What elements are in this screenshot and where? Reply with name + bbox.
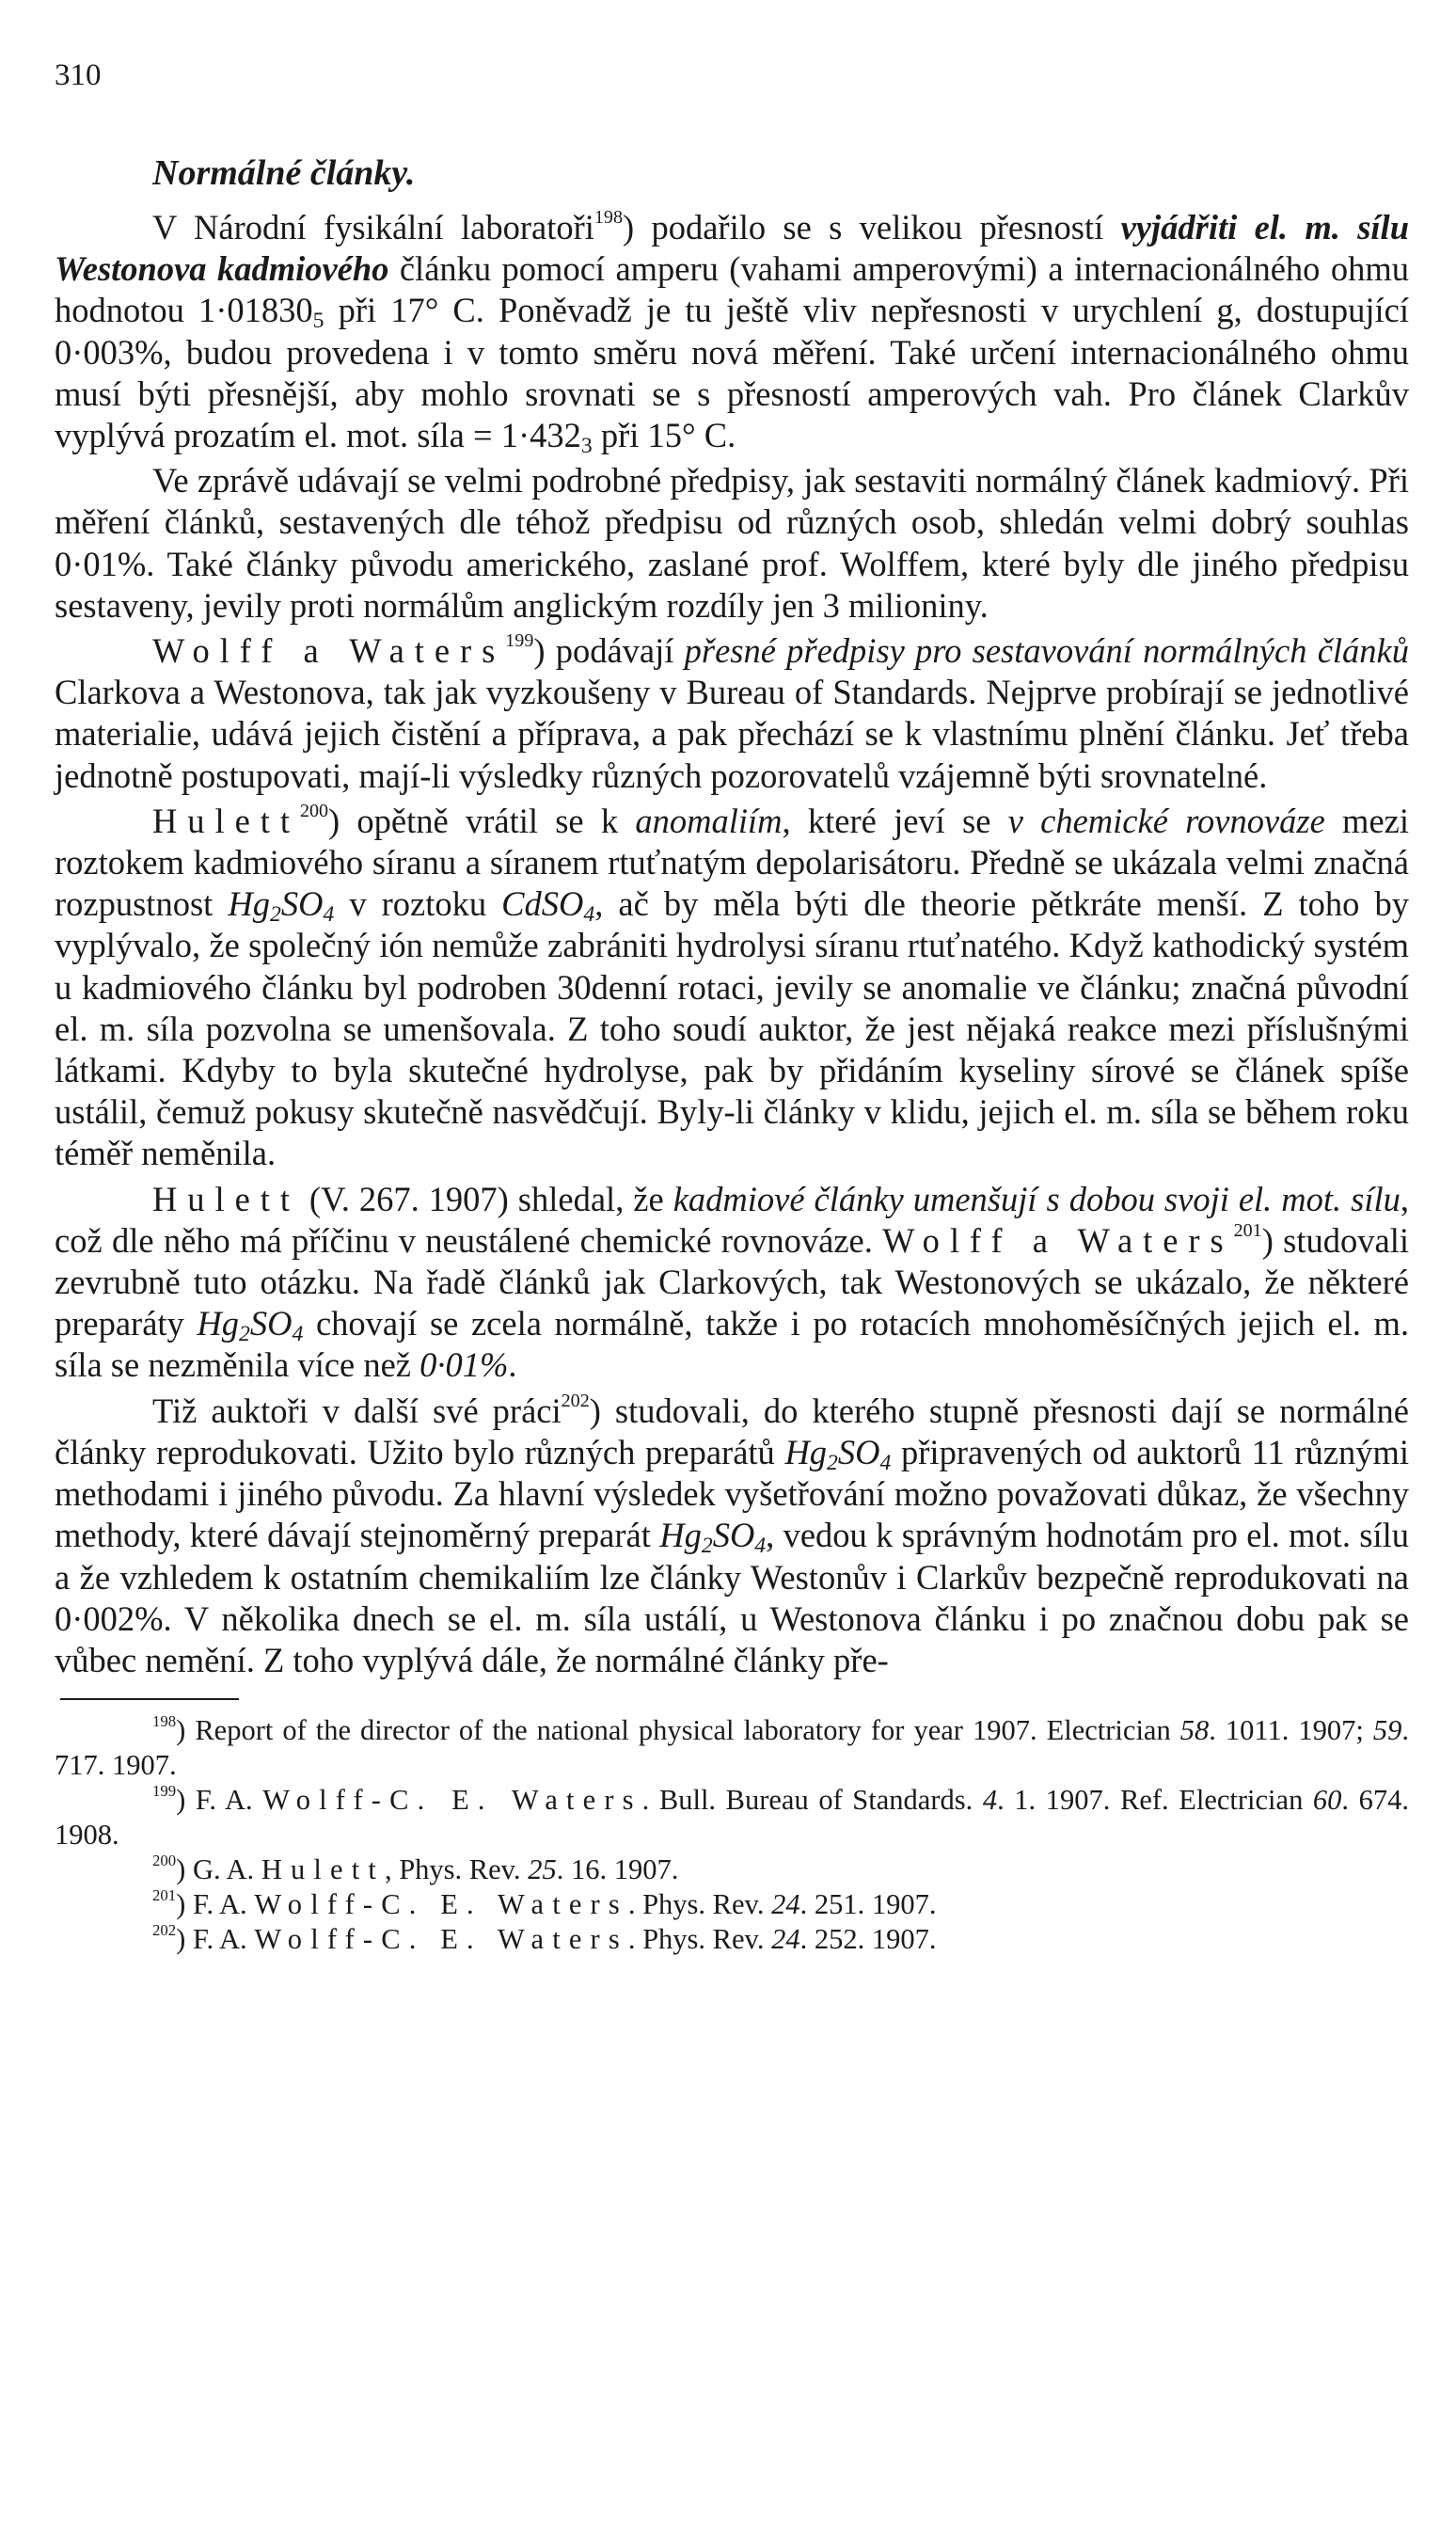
p1-subscript-2: 3 (580, 433, 593, 458)
paragraph-3 (55, 630, 1409, 797)
footnote-number: 198 (152, 1711, 177, 1730)
p6-formula-hg2so4 (784, 1432, 892, 1475)
p6-formula-hg2so4-2 (659, 1516, 767, 1559)
formula-sub: 2 (701, 1534, 713, 1559)
p4-formula-cdso4 (501, 884, 595, 928)
p5-text-b: , což dle něho má příčinu v neustálené chemické rovnováze. (55, 1179, 1409, 1260)
footnote-number: 201 (152, 1885, 177, 1904)
footnote-text: . 251. 1907. (799, 1888, 937, 1921)
formula-part: Hg (784, 1432, 828, 1471)
footnote-number: 200 (152, 1851, 177, 1869)
book-page (55, 56, 1409, 1957)
formula-part: SO (280, 884, 324, 924)
footnote-text: . 1011. 1907; (1209, 1714, 1373, 1747)
p5-text-d: chovají se zcela normálně, takže i po rotacích mnohoměsíčných jejich el. m. síla se nezměnila více než (55, 1304, 1409, 1385)
p3-emphasis: přesné předpisy pro sestavování normálných článků (684, 631, 1409, 671)
paragraph-1 (55, 207, 1409, 456)
footnote-text: ) F. A. (176, 1784, 263, 1817)
page-number: 310 (55, 58, 102, 92)
footnote-divider (60, 1698, 239, 1700)
p6-text-c: připravených od auktorů 11 různými methodami i jiného původu. Za hlavní výsledek vyšetřování možno považovati důkaz, že všechny methody, které dávají stejnoměrný preparát (55, 1432, 1409, 1555)
formula-part: Hg (197, 1304, 240, 1343)
p5-author-name: Hulett (152, 1179, 300, 1218)
p5-author-names: Wolff a Waters (882, 1220, 1234, 1260)
footnote-199 (55, 1783, 1409, 1852)
footnote-number: 199 (152, 1781, 177, 1800)
p6-text-d: , vedou k správným hodnotám pro el. mot. sílu a že vzhledem k ostatním chemikaliím lze články Westonův i Clarkův bezpečně reprodukovati na 0·002%. V několika dnech se el. m. síla ustálí, u Westonova článku i po značnou dobu pak se vůbec nemění. Z toho vyplývá dále, že normálné články pře- (55, 1516, 1409, 1679)
footnote-volume: 58 (1179, 1714, 1210, 1747)
formula-sub: 4 (323, 902, 335, 928)
footnote-number: 202 (152, 1920, 177, 1939)
footnote-text: . 717. 1907. (55, 1714, 1409, 1782)
footnote-ref-201: 201 (1233, 1219, 1262, 1241)
p1-subscript: 5 (312, 309, 324, 334)
footnotes (55, 1713, 1409, 1957)
formula-sub: 4 (879, 1450, 892, 1475)
formula-part: Hg (228, 884, 270, 924)
footnote-198 (55, 1713, 1409, 1783)
p5-text-a: (V. 267. 1907) shledal, že (299, 1179, 673, 1218)
paragraph-6 (55, 1391, 1409, 1681)
footnote-text: . 674. 1908. (55, 1784, 1410, 1852)
footnote-200 (55, 1852, 1409, 1887)
footnote-volume: 60 (1312, 1784, 1342, 1817)
p4-emphasis-2: v chemické rovnováze (1007, 801, 1325, 840)
footnote-201 (55, 1887, 1409, 1922)
p1-text-a: V Národní fysikální laboratoři (152, 208, 594, 246)
body-text (55, 207, 1409, 1681)
formula-sub: 4 (754, 1534, 767, 1559)
p3-text-a: ) podávají (533, 631, 685, 671)
footnote-text: ) F. A. (176, 1888, 255, 1921)
footnote-volume: 24 (771, 1888, 800, 1921)
formula-part: Hg (659, 1516, 702, 1555)
footnote-text: . 16. 1907. (556, 1853, 679, 1886)
p4-text-a: ) opětně vrátil se k (328, 801, 636, 840)
footnote-volume: 25 (528, 1853, 557, 1886)
paragraph-2 (55, 460, 1409, 627)
footnote-author: Wolff-C. E. Waters (262, 1784, 642, 1817)
p1-emphasis: vyjádřiti el. m. sílu Westonova kadmiového (55, 208, 1409, 289)
p5-formula-hg2so4 (197, 1304, 304, 1347)
formula-sub: 2 (269, 902, 281, 928)
formula-part: CdSO (501, 884, 584, 924)
p1-text-d: při 17° C. Poněvadž je tu ještě vliv nepřesnosti v urychlení g, dostupující 0·003%, budou provedena i v tomto směru nová měření. Také určení internacionálného ohmu musí býti přesnější, aby mohlo srovnati se s přesností amperových vah. Pro článek Clarkův vyplývá prozatím el. mot. síla = 1·432 (55, 291, 1410, 455)
footnote-author: Hulett (261, 1853, 385, 1886)
p5-text-e: . (508, 1345, 517, 1385)
p1-text-e: při 15° C. (592, 416, 736, 455)
paragraph-4 (55, 801, 1409, 1175)
formula-part: SO (249, 1304, 293, 1343)
p4-formula-hg2so4 (228, 884, 335, 928)
footnote-ref-200: 200 (299, 800, 329, 821)
footnote-text: . Phys. Rev. (627, 1888, 772, 1921)
footnote-ref-198: 198 (593, 206, 623, 228)
footnote-202 (55, 1922, 1409, 1957)
p6-text-b: ) studovali, do kterého stupně přesnosti dají se normálné články reprodukovati. Užito bylo různých preparátů (55, 1391, 1409, 1471)
p4-text-c: mezi roztokem kadmiového síranu a síranem rtuťnatým depolarisátoru. Předně se ukázala velmi značná rozpustnost (55, 801, 1409, 924)
p5-emphasis-2: 0·01% (419, 1345, 509, 1385)
p5-text-c: ) studovali zevrubně tuto otázku. Na řadě článků jak Clarkových, tak Westonových se ukázalo, že některé preparáty (55, 1220, 1409, 1343)
footnote-ref-199: 199 (505, 629, 534, 651)
p4-emphasis-1: anomaliím (635, 801, 783, 840)
paragraph-5 (55, 1179, 1409, 1387)
p4-text-e: , ač by měla býti dle theorie pětkráte menší. Z toho by vyplývalo, že společný ión nemůže zabrániti hydrolysi síranu rtuťnatého. Když kathodický systém u kadmiového článku byl podroben 30denní rotaci, jevily se anomalie ve článku; značná původní el. m. síla pozvolna se umenšovala. Z toho soudí auktor, že jest nějaká reakce mezi příslušnými látkami. Kdyby to byla skutečné hydrolyse, pak by přidáním kyseliny sírové se článek spíše ustálil, čemuž pokusy skutečně nasvědčují. Byly-li články v klidu, jejich el. m. síla se během roku téměř neměnila. (55, 884, 1409, 1173)
footnote-text: . Phys. Rev. (627, 1923, 772, 1956)
footnote-text: , Phys. Rev. (384, 1853, 529, 1886)
formula-sub: 4 (583, 902, 595, 928)
p6-text-a: Tiž auktoři v další své práci (152, 1391, 562, 1430)
formula-part: SO (837, 1432, 880, 1471)
p1-text-c: článku pomocí amperu (vahami amperovými) a internacionálného ohmu hodnotou 1·01830 (55, 249, 1409, 330)
footnote-volume: 4 (982, 1784, 998, 1817)
p3-text-b: Clarkova a Westonova, tak jak vyzkoušeny v Bureau of Standards. Nejprve probírají se jednotlivé materialie, udává jejich čistění a příprava, a pak přechází se k vlastnímu plnění článku. Jeť třeba jednotně postupovati, mají-li výsledky různých pozorovatelů vzájemně býti srovnatelné. (55, 673, 1409, 795)
p5-emphasis: kadmiové články umenšují s dobou svoji el. mot. sílu (673, 1179, 1401, 1218)
p4-author-name: Hulett (152, 801, 300, 840)
p1-text-b: ) podařilo se s velikou přesností (622, 208, 1121, 246)
footnote-text: . Bull. Bureau of Standards. (641, 1784, 983, 1817)
formula-sub: 2 (239, 1322, 250, 1347)
p2-text: Ve zprávě udávají se velmi podrobné předpisy, jak sestaviti normálný článek kadmiový. Při měření článků, sestavených dle téhož předpisu od různých osob, shledán velmi dobrý souhlas 0·01%. Také články původu amerického, zaslané prof. Wolffem, které byly dle jiného předpisu sestaveny, jevily proti normálům anglickým rozdíly jen 3 milioniny. (55, 461, 1409, 625)
p3-author-names: Wolff a Waters (152, 631, 506, 671)
formula-part: SO (712, 1516, 755, 1555)
footnote-volume: 24 (771, 1923, 800, 1956)
p4-text-d: v roztoku (334, 884, 502, 924)
formula-sub: 4 (292, 1322, 304, 1347)
footnote-author: Wolff-C. E. Waters (254, 1888, 628, 1921)
formula-sub: 2 (827, 1450, 838, 1475)
footnote-ref-202: 202 (561, 1390, 590, 1411)
footnote-text: ) G. A. (176, 1853, 261, 1886)
footnote-text: . 252. 1907. (799, 1923, 937, 1956)
footnote-text: ) Report of the director of the national physical laboratory for year 1907. Electrician (176, 1714, 1180, 1747)
footnote-author: Wolff-C. E. Waters (254, 1923, 628, 1956)
footnote-volume: 59 (1372, 1714, 1402, 1747)
footnote-text: . 1. 1907. Ref. Electrician (997, 1784, 1313, 1817)
p4-text-b: , které jeví se (782, 801, 1008, 840)
footnote-text: ) F. A. (176, 1923, 255, 1956)
section-title: Normálné články. (152, 153, 416, 193)
